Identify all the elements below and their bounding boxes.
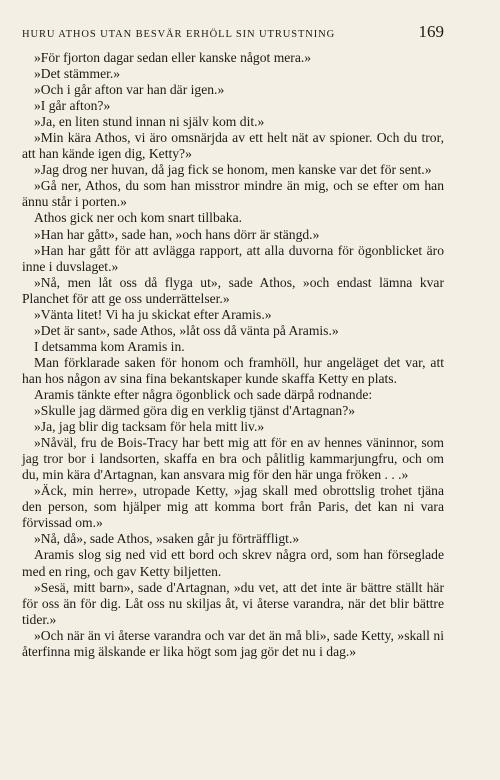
paragraph: »Det stämmer.» [34, 66, 121, 82]
body-text [22, 50, 444, 660]
paragraph: »Nå, då», sade Athos, »saken går ju förträffligt.» [34, 531, 300, 547]
running-title: HURU ATHOS UTAN BESVÄR ERHÖLL SIN UTRUSTNING [22, 29, 336, 40]
page-number: 169 [418, 22, 444, 41]
paragraph: »Vänta litet! Vi ha ju skickat efter Aramis.» [34, 306, 272, 322]
paragraph: »Skulle jag därmed göra dig en verklig tjänst d'Artagnan?» [34, 403, 356, 419]
paragraph: »Sesä, mitt barn», sade d'Artagnan, »du vet, att det inte är bättre ställt här för oss än för dig. Låt oss nu skiljas åt, vi återse varandra, när det blir bättre tider.» [22, 579, 444, 627]
paragraph: »I går afton?» [34, 98, 111, 114]
paragraph: »Äck, min herre», utropade Ketty, »jag skall med obrottslig trohet tjäna den person, som hjälper mig att komma bort från Paris, det kan ni vara förvissad om.» [22, 483, 444, 531]
paragraph: »Jag drog ner huvan, då jag fick se honom, men kanske var det för sent.» [34, 162, 432, 178]
paragraph: Aramis slog sig ned vid ett bord och skrev några ord, som han förseglade med en ring, och gav Ketty biljetten. [22, 547, 444, 579]
paragraph: »Nåväl, fru de Bois-Tracy har bett mig att för en av hennes väninnor, som jag tror bor i landsorten, skaffa en bra och pålitlig kammarjungfru, och om du, min kära d'Artagnan, kan ansvara mig för den här unga fröken . . .» [22, 435, 444, 483]
page-header [22, 22, 444, 42]
paragraph: »För fjorton dagar sedan eller kanske något mera.» [34, 50, 312, 65]
paragraph: »Min kära Athos, vi äro omsnärjda av ett helt nät av spioner. Och du tror, att han kände igen dig, Ketty?» [22, 130, 444, 162]
paragraph: I detsamma kom Aramis in. [34, 338, 185, 354]
paragraph: »Ja, en liten stund innan ni själv kom dit.» [34, 114, 265, 130]
paragraph: Aramis tänkte efter några ögonblick och sade därpå rodnande: [34, 386, 373, 402]
paragraph: Man förklarade saken för honom och framhöll, hur angeläget det var, att han hos någon av sina fina bekantskaper kunde skaffa Ketty en plats. [22, 354, 444, 386]
paragraph: »Nå, men låt oss då flyga ut», sade Athos, »och endast lämna kvar Planchet för att ge oss underrättelser.» [22, 274, 444, 306]
paragraph: »Det är sant», sade Athos, »låt oss då vänta på Aramis.» [34, 322, 339, 338]
paragraph: »Gå ner, Athos, du som han misstror mindre än mig, och se efter om han ännu står i porten.» [22, 178, 444, 210]
paragraph: »Ja, jag blir dig tacksam för hela mitt liv.» [34, 419, 265, 435]
paragraph: »Han har gått för att avlägga rapport, att alla duvorna för ögonblicket äro inne i duvslaget.» [22, 242, 444, 274]
paragraph: »Han har gått», sade han, »och hans dörr är stängd.» [34, 226, 320, 242]
paragraph: »Och i går afton var han där igen.» [34, 82, 225, 98]
paragraph: Athos gick ner och kom snart tillbaka. [34, 210, 243, 226]
paragraph: »Och när än vi återse varandra och var det än må bli», sade Ketty, »skall ni återfinna mig älskande er lika högt som jag gör det nu i dag.» [22, 627, 444, 659]
